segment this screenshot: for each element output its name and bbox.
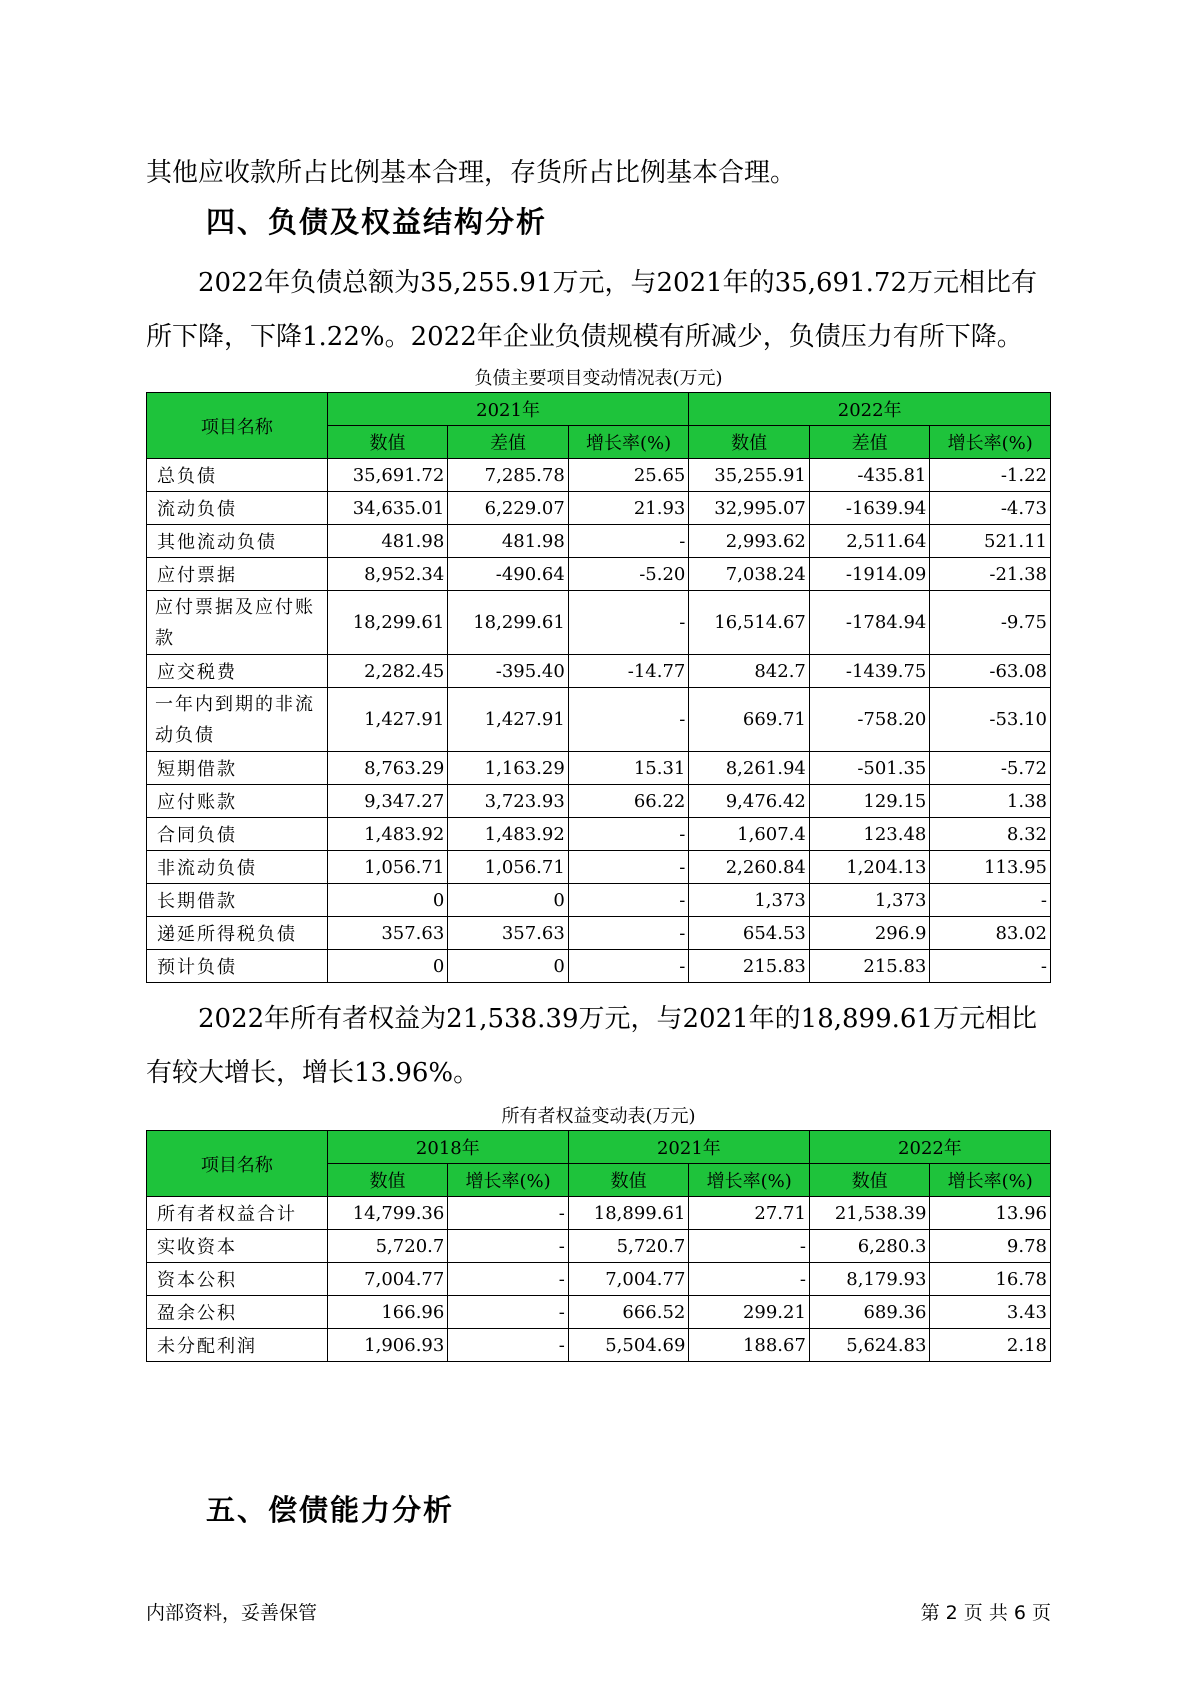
row-value: -1914.09 (809, 558, 930, 591)
intro-line: 其他应收款所占比例基本合理，存货所占比例基本合理。 (146, 158, 797, 188)
row-value: 1,056.71 (448, 851, 569, 884)
table-row (147, 818, 1051, 851)
table-row (147, 492, 1051, 525)
table-row (147, 950, 1051, 983)
row-value: 1,373 (809, 884, 930, 917)
row-label: 流动负债 (147, 492, 328, 525)
row-value: 18,299.61 (448, 591, 569, 655)
equity-table (146, 1130, 1051, 1362)
equity-name-header: 项目名称 (147, 1131, 328, 1197)
row-value: 5,504.69 (568, 1329, 689, 1362)
row-value: 15.31 (568, 752, 689, 785)
row-value: -9.75 (930, 591, 1051, 655)
liability-table-body (147, 459, 1051, 983)
equity-subheader: 增长率(%) (930, 1164, 1051, 1197)
row-value: - (448, 1230, 569, 1263)
table-row (147, 1230, 1051, 1263)
row-value: 8,763.29 (327, 752, 448, 785)
row-value: 21,538.39 (809, 1197, 930, 1230)
row-value: -5.20 (568, 558, 689, 591)
row-value: 18,299.61 (327, 591, 448, 655)
row-value: - (689, 1230, 810, 1263)
table-row (147, 785, 1051, 818)
row-label: 合同负债 (147, 818, 328, 851)
row-value: 9.78 (930, 1230, 1051, 1263)
row-value: 481.98 (327, 525, 448, 558)
row-label: 盈余公积 (147, 1296, 328, 1329)
liability-subheader: 增长率(%) (930, 426, 1051, 459)
row-value: -1639.94 (809, 492, 930, 525)
row-value: 666.52 (568, 1296, 689, 1329)
row-value: 1,906.93 (327, 1329, 448, 1362)
row-value: 35,691.72 (327, 459, 448, 492)
equity-subheader: 增长率(%) (689, 1164, 810, 1197)
row-value: 2,260.84 (689, 851, 810, 884)
row-value: 1,373 (689, 884, 810, 917)
table-row (147, 1197, 1051, 1230)
row-label: 资本公积 (147, 1263, 328, 1296)
liability-subheader: 差值 (448, 426, 569, 459)
row-value: - (568, 525, 689, 558)
row-value: 8,952.34 (327, 558, 448, 591)
row-value: 113.95 (930, 851, 1051, 884)
liability-year-2021-header: 2021年 (327, 393, 689, 426)
row-value: 2.18 (930, 1329, 1051, 1362)
row-value: 1,204.13 (809, 851, 930, 884)
liability-paragraph: 2022年负债总额为35,255.91万元，与2021年的35,691.72万元相比有所下降，下降1.22%。2022年企业负债规模有所减少，负债压力有所下降。 (146, 268, 1037, 352)
row-value: 21.93 (568, 492, 689, 525)
row-value: 9,347.27 (327, 785, 448, 818)
row-value: 25.65 (568, 459, 689, 492)
row-value: 689.36 (809, 1296, 930, 1329)
row-value: 299.21 (689, 1296, 810, 1329)
liability-subheader: 数值 (689, 426, 810, 459)
row-value: -758.20 (809, 688, 930, 752)
row-label: 所有者权益合计 (147, 1197, 328, 1230)
row-label: 非流动负债 (147, 851, 328, 884)
row-value: -63.08 (930, 655, 1051, 688)
table-row (147, 525, 1051, 558)
row-value: - (568, 917, 689, 950)
row-label: 预计负债 (147, 950, 328, 983)
row-value: 83.02 (930, 917, 1051, 950)
row-value: - (930, 950, 1051, 983)
liability-table (146, 392, 1051, 983)
row-value: 35,255.91 (689, 459, 810, 492)
row-value: -5.72 (930, 752, 1051, 785)
row-value: 7,285.78 (448, 459, 569, 492)
equity-paragraph: 2022年所有者权益为21,538.39万元，与2021年的18,899.61万元相比有较大增长，增长13.96%。 (146, 1004, 1037, 1088)
liability-name-header: 项目名称 (147, 393, 328, 459)
row-value: 521.11 (930, 525, 1051, 558)
row-value: -14.77 (568, 655, 689, 688)
row-label: 长期借款 (147, 884, 328, 917)
row-label: 递延所得税负债 (147, 917, 328, 950)
row-value: 0 (448, 950, 569, 983)
row-value: 123.48 (809, 818, 930, 851)
footer-page-number: 第 2 页 共 6 页 (920, 1602, 1051, 1624)
equity-subheader: 增长率(%) (448, 1164, 569, 1197)
row-value: 2,511.64 (809, 525, 930, 558)
row-value: -501.35 (809, 752, 930, 785)
row-value: - (448, 1197, 569, 1230)
table-row (147, 884, 1051, 917)
row-value: 5,624.83 (809, 1329, 930, 1362)
row-value: 842.7 (689, 655, 810, 688)
table-row (147, 1263, 1051, 1296)
row-label: 其他流动负债 (147, 525, 328, 558)
table-row (147, 459, 1051, 492)
row-value: 1,483.92 (327, 818, 448, 851)
liability-year-2022-header: 2022年 (689, 393, 1051, 426)
row-value: 7,004.77 (327, 1263, 448, 1296)
row-value: - (568, 950, 689, 983)
row-value: 654.53 (689, 917, 810, 950)
row-value: - (448, 1329, 569, 1362)
liability-subheader: 增长率(%) (568, 426, 689, 459)
row-value: 27.71 (689, 1197, 810, 1230)
table-row (147, 1296, 1051, 1329)
row-value: 3.43 (930, 1296, 1051, 1329)
row-value: 32,995.07 (689, 492, 810, 525)
liability-subheader: 差值 (809, 426, 930, 459)
liability-table-caption: 负债主要项目变动情况表(万元) (474, 368, 723, 389)
row-value: 18,899.61 (568, 1197, 689, 1230)
row-value: 166.96 (327, 1296, 448, 1329)
row-value: 3,723.93 (448, 785, 569, 818)
row-value: - (568, 851, 689, 884)
equity-table-caption: 所有者权益变动表(万元) (501, 1106, 696, 1127)
row-value: -1784.94 (809, 591, 930, 655)
row-label: 实收资本 (147, 1230, 328, 1263)
equity-subheader: 数值 (809, 1164, 930, 1197)
row-label: 一年内到期的非流动负债 (147, 688, 328, 752)
row-value: 34,635.01 (327, 492, 448, 525)
row-value: - (930, 884, 1051, 917)
row-value: 14,799.36 (327, 1197, 448, 1230)
table-row (147, 655, 1051, 688)
table-row (147, 917, 1051, 950)
row-value: 6,229.07 (448, 492, 569, 525)
row-label: 应付票据 (147, 558, 328, 591)
row-value: 1,056.71 (327, 851, 448, 884)
row-value: - (568, 818, 689, 851)
row-value: 0 (327, 884, 448, 917)
section-4-title: 四、负债及权益结构分析 (206, 205, 548, 239)
equity-table-body (147, 1197, 1051, 1362)
row-value: 1,427.91 (448, 688, 569, 752)
row-value: - (568, 591, 689, 655)
row-value: 1,483.92 (448, 818, 569, 851)
row-value: 1.38 (930, 785, 1051, 818)
row-label: 应付票据及应付账款 (147, 591, 328, 655)
row-value: - (448, 1263, 569, 1296)
row-value: 2,993.62 (689, 525, 810, 558)
table-row (147, 752, 1051, 785)
liability-subheader: 数值 (327, 426, 448, 459)
table-row (147, 591, 1051, 655)
row-value: 16.78 (930, 1263, 1051, 1296)
equity-year-2021-header: 2021年 (568, 1131, 809, 1164)
row-value: 13.96 (930, 1197, 1051, 1230)
row-value: -21.38 (930, 558, 1051, 591)
row-value: 8.32 (930, 818, 1051, 851)
table-row (147, 851, 1051, 884)
row-value: 296.9 (809, 917, 930, 950)
equity-subheader: 数值 (568, 1164, 689, 1197)
row-value: 0 (327, 950, 448, 983)
equity-year-2022-header: 2022年 (809, 1131, 1050, 1164)
row-value: 669.71 (689, 688, 810, 752)
row-value: -395.40 (448, 655, 569, 688)
table-row (147, 688, 1051, 752)
row-value: - (689, 1263, 810, 1296)
row-value: 8,179.93 (809, 1263, 930, 1296)
row-value: -4.73 (930, 492, 1051, 525)
row-value: 0 (448, 884, 569, 917)
row-value: 5,720.7 (327, 1230, 448, 1263)
section-5-title: 五、偿债能力分析 (206, 1493, 455, 1527)
row-value: -490.64 (448, 558, 569, 591)
table-row (147, 558, 1051, 591)
row-value: 215.83 (809, 950, 930, 983)
row-value: 9,476.42 (689, 785, 810, 818)
row-value: - (568, 688, 689, 752)
row-value: 188.67 (689, 1329, 810, 1362)
row-value: 1,163.29 (448, 752, 569, 785)
row-value: 357.63 (448, 917, 569, 950)
row-value: 8,261.94 (689, 752, 810, 785)
row-value: 66.22 (568, 785, 689, 818)
row-value: -435.81 (809, 459, 930, 492)
row-value: 129.15 (809, 785, 930, 818)
row-value: 357.63 (327, 917, 448, 950)
row-value: 16,514.67 (689, 591, 810, 655)
row-value: 6,280.3 (809, 1230, 930, 1263)
row-label: 应付账款 (147, 785, 328, 818)
row-value: 7,038.24 (689, 558, 810, 591)
row-label: 总负债 (147, 459, 328, 492)
row-value: - (568, 884, 689, 917)
row-value: 1,427.91 (327, 688, 448, 752)
row-value: 1,607.4 (689, 818, 810, 851)
row-value: -1439.75 (809, 655, 930, 688)
equity-year-2018-header: 2018年 (327, 1131, 568, 1164)
equity-subheader: 数值 (327, 1164, 448, 1197)
row-value: -53.10 (930, 688, 1051, 752)
table-row (147, 1329, 1051, 1362)
row-value: 2,282.45 (327, 655, 448, 688)
row-label: 应交税费 (147, 655, 328, 688)
row-value: -1.22 (930, 459, 1051, 492)
footer-confidential-note: 内部资料，妥善保管 (146, 1602, 318, 1624)
row-value: 7,004.77 (568, 1263, 689, 1296)
row-value: 481.98 (448, 525, 569, 558)
row-value: 215.83 (689, 950, 810, 983)
row-value: - (448, 1296, 569, 1329)
row-label: 短期借款 (147, 752, 328, 785)
row-label: 未分配利润 (147, 1329, 328, 1362)
row-value: 5,720.7 (568, 1230, 689, 1263)
